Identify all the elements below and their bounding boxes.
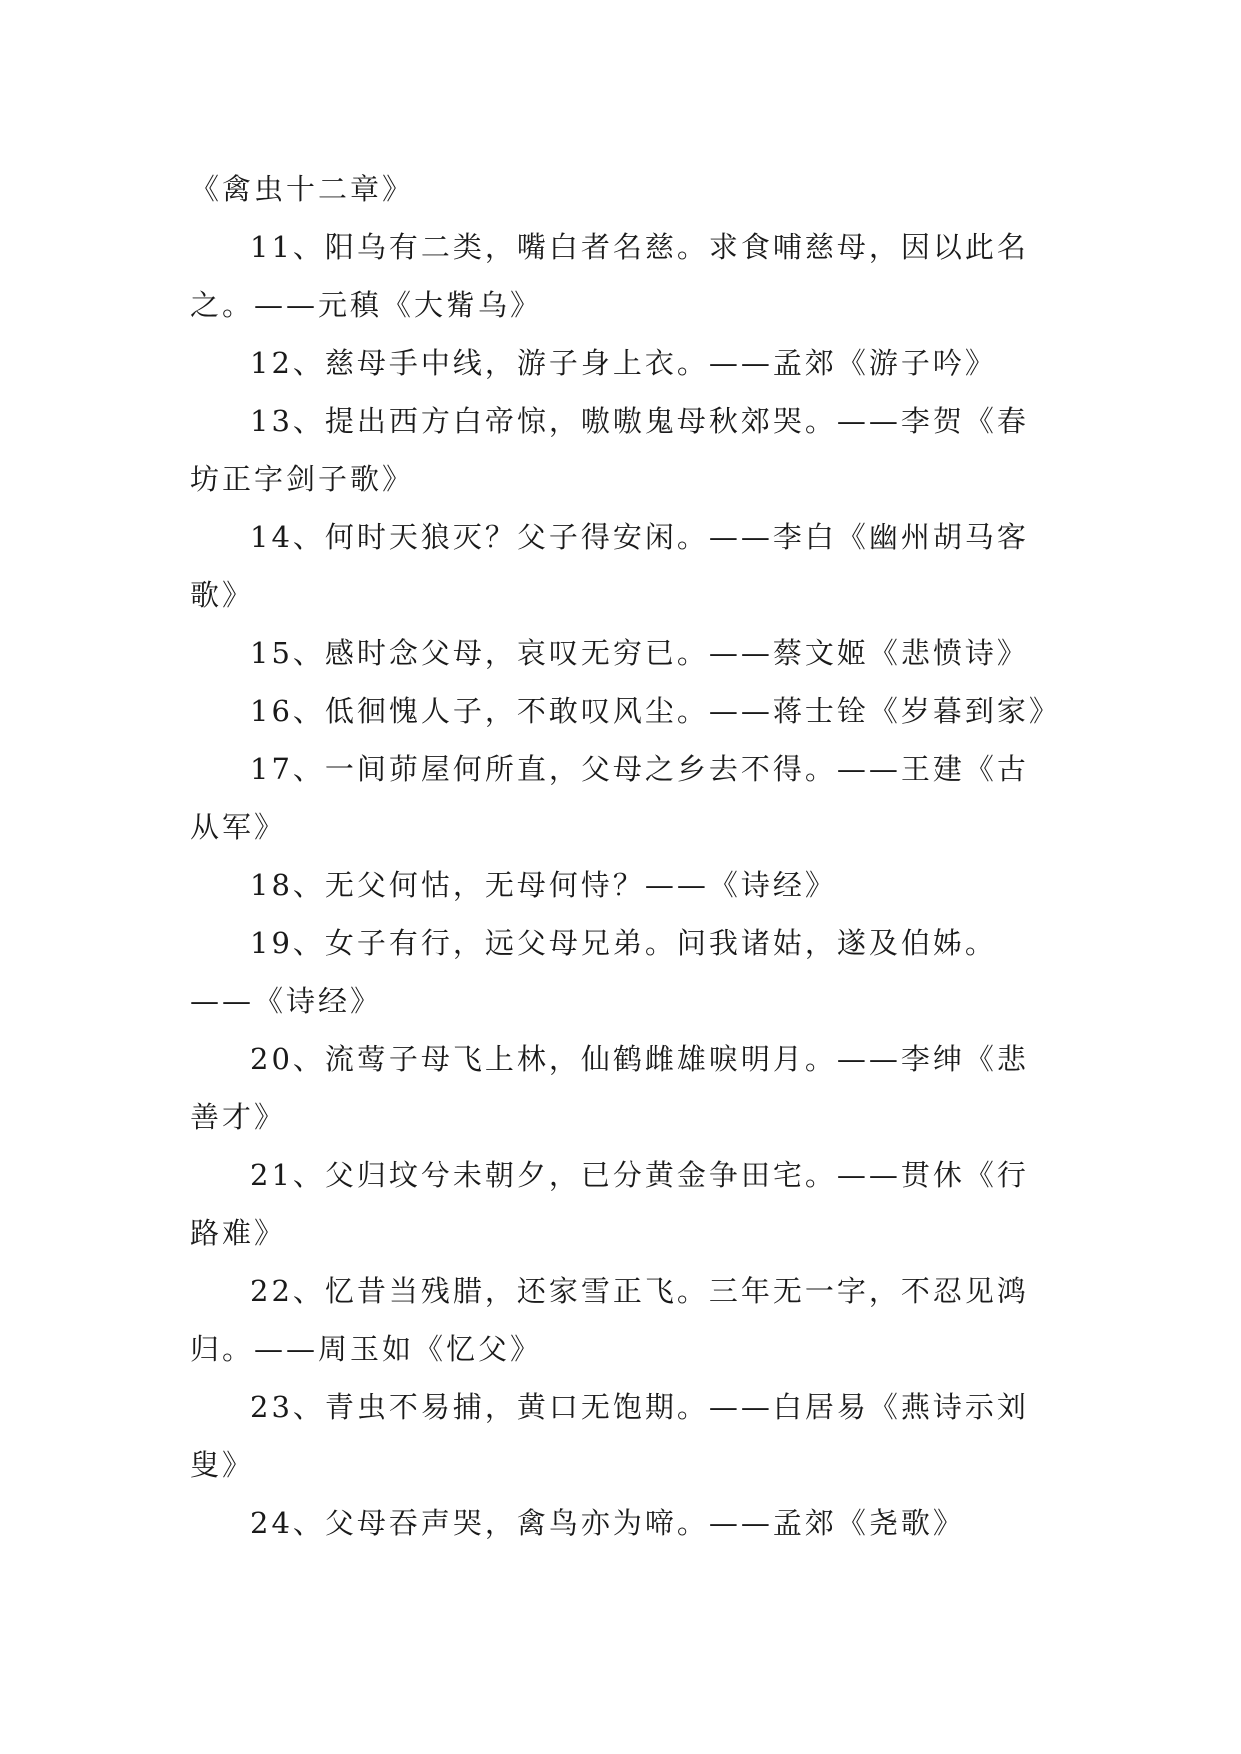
paragraph-15: 15、感时念父母，哀叹无穷已。——蔡文姬《悲愤诗》 (250, 636, 1029, 670)
paragraph-17: 17、一间茆屋何所直，父母之乡去不得。——王建《古从军》 (190, 752, 1029, 844)
paragraph-14: 14、何时天狼灭？父子得安闲。——李白《幽州胡马客歌》 (190, 520, 1029, 612)
paragraph-22: 22、忆昔当残腊，还家雪正飞。三年无一字，不忍见鸿归。——周玉如《忆父》 (190, 1274, 1029, 1366)
paragraph-11: 11、阳乌有二类，嘴白者名慈。求食哺慈母，因以此名之。——元稹《大觜乌》 (190, 230, 1029, 322)
paragraph-13: 13、提出西方白帝惊，嗷嗷鬼母秋郊哭。——李贺《春坊正字剑子歌》 (190, 404, 1029, 496)
paragraph-20: 20、流莺子母飞上林，仙鹤雌雄唳明月。——李绅《悲善才》 (190, 1042, 1029, 1134)
paragraph-12: 12、慈母手中线，游子身上衣。——孟郊《游子吟》 (250, 346, 997, 380)
paragraph-16: 16、低徊愧人子，不敢叹风尘。——蒋士铨《岁暮到家》 (250, 694, 1061, 728)
paragraph-19: 19、女子有行，远父母兄弟。问我诸姑，遂及伯姊。——《诗经》 (190, 926, 997, 1018)
paragraph-23: 23、青虫不易捕，黄口无饱期。——白居易《燕诗示刘叟》 (190, 1390, 1029, 1482)
paragraph-24: 24、父母吞声哭，禽鸟亦为啼。——孟郊《尧歌》 (250, 1506, 965, 1540)
paragraph-title-continuation: 《禽虫十二章》 (190, 172, 415, 206)
document-body (190, 160, 1061, 1552)
paragraph-21: 21、父归坟兮未朝夕，已分黄金争田宅。——贯休《行路难》 (190, 1158, 1029, 1250)
paragraph-18: 18、无父何怙，无母何恃？——《诗经》 (250, 868, 837, 902)
